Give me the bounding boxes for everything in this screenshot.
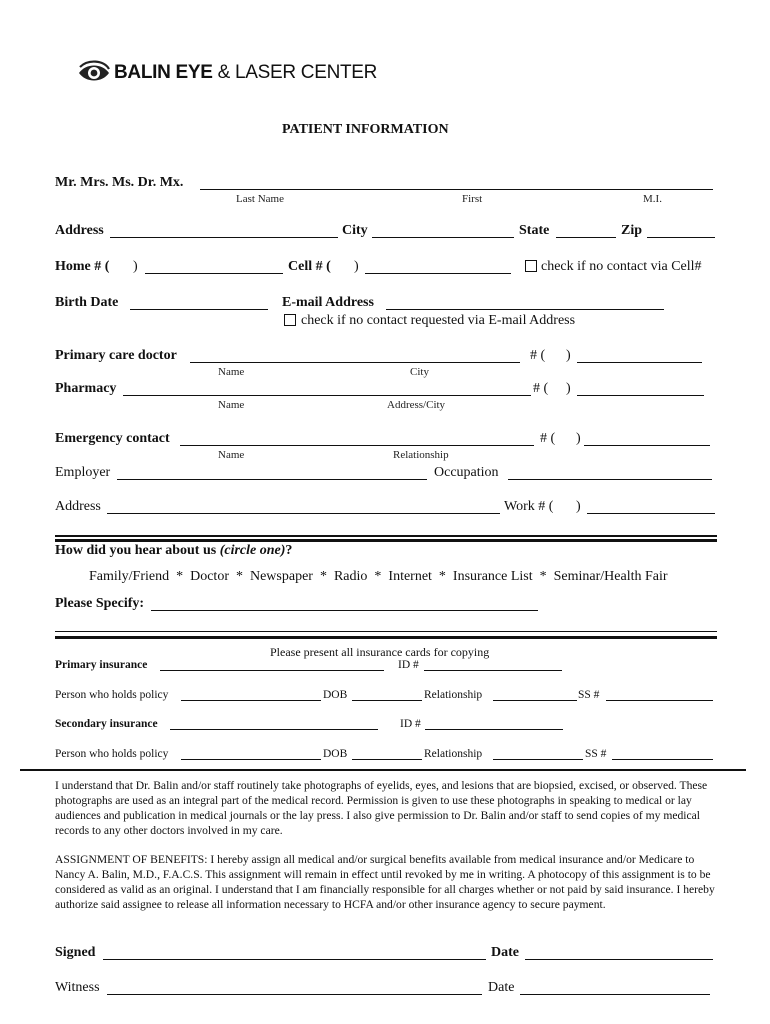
pcp-phone-close: ) — [566, 348, 571, 363]
page-title: PATIENT INFORMATION — [282, 122, 449, 137]
date-field[interactable] — [525, 959, 713, 960]
work-phone-field[interactable] — [587, 513, 715, 514]
hear-about-question — [55, 543, 292, 559]
work-phone-close: ) — [576, 499, 581, 514]
pharmacy-phone-label: # ( — [533, 381, 549, 396]
policy-holder-2-label: Person who holds policy — [55, 748, 169, 760]
state-field[interactable] — [556, 237, 616, 238]
pcp-name-caption: Name — [218, 366, 245, 378]
emergency-phone-label: # ( — [540, 431, 556, 446]
ss-field[interactable] — [606, 700, 713, 701]
signed-label: Signed — [55, 945, 96, 960]
pharmacy-field[interactable] — [123, 395, 531, 396]
cell-phone-label: Cell # ( — [288, 259, 331, 274]
brand-name — [114, 62, 377, 84]
name-label: Mr. Mrs. Ms. Dr. Mx. — [55, 175, 184, 190]
emergency-phone-close: ) — [576, 431, 581, 446]
date-label: Date — [491, 945, 519, 960]
hear-about-options[interactable]: Family/Friend * Doctor * Newspaper * Radio * Internet * Insurance List * Seminar/Health Fair — [89, 569, 668, 584]
home-phone-field[interactable] — [145, 273, 283, 274]
birth-date-field[interactable] — [130, 309, 268, 310]
assignment-of-benefits-text: ASSIGNMENT OF BENEFITS: I hereby assign all medical and/or surgical benefits available from medical insurance and/or Medicare to Nancy A. Balin, M.D., F.A.C.S. This assignment will remain in effect until revoked by me in writing. A photocopy of this assignment is to be considered as valid as an original. I understand that I am financially responsible for all charges whether or not paid by said insurance. I hereby authorize said assignee to release all information necessary to HCFA and/or other insurance agency to secure payment. — [55, 853, 715, 911]
insurance-divider — [55, 631, 717, 632]
occupation-field[interactable] — [508, 479, 712, 480]
policy-holder-label: Person who holds policy — [55, 689, 169, 701]
relationship-2-field[interactable] — [493, 759, 583, 760]
ss-2-label: SS # — [585, 748, 607, 760]
pcp-phone-field[interactable] — [577, 362, 702, 363]
employer-label: Employer — [55, 465, 111, 480]
section-divider-2 — [55, 539, 717, 542]
cell-checkbox[interactable] — [525, 260, 537, 272]
dob-field[interactable] — [352, 700, 422, 701]
dob-label: DOB — [323, 689, 348, 701]
brand-rest: & LASER CENTER — [212, 62, 378, 83]
pcp-field[interactable] — [190, 362, 520, 363]
pcp-city-caption: City — [410, 366, 429, 378]
state-label: State — [519, 223, 550, 238]
primary-id-field[interactable] — [424, 670, 562, 671]
pharmacy-name-caption: Name — [218, 399, 245, 411]
dob-2-label: DOB — [323, 748, 348, 760]
date-2-label: Date — [488, 980, 515, 995]
date-2-field[interactable] — [520, 994, 710, 995]
cell-phone-close: ) — [354, 259, 359, 274]
name-field[interactable] — [200, 189, 713, 190]
pharmacy-phone-close: ) — [566, 381, 571, 396]
insurance-divider-2 — [55, 636, 717, 639]
policy-holder-2-field[interactable] — [181, 759, 321, 760]
hear-about-hint: (circle one) — [219, 543, 286, 558]
ss-2-field[interactable] — [612, 759, 713, 760]
photo-consent-text: I understand that Dr. Balin and/or staff routinely take photographs of eyelids, eyes, and lesions that are biopsied, excised, or observed. These photographs are used as an integral part of the medical record. Permission is given to use these photographs in speaking to medical or lay audiences and publication in medical journals or the lay press. I also give permission to Dr. Balin and/or staff to send copies of my medical records to any other doctors involved in my care. — [55, 779, 708, 837]
email-field[interactable] — [386, 309, 664, 310]
address-label: Address — [55, 223, 104, 238]
zip-label: Zip — [621, 223, 643, 238]
eye-icon — [78, 60, 110, 86]
signature-field[interactable] — [103, 959, 486, 960]
specify-field[interactable] — [151, 610, 538, 611]
occupation-label: Occupation — [434, 465, 499, 480]
address-field[interactable] — [110, 237, 338, 238]
emergency-relationship-caption: Relationship — [393, 449, 449, 461]
emergency-label: Emergency contact — [55, 431, 170, 446]
primary-insurance-field[interactable] — [160, 670, 384, 671]
relationship-label: Relationship — [424, 689, 483, 701]
first-name-caption: First — [462, 193, 483, 205]
email-checkbox-label: check if no contact requested via E-mail Address — [301, 313, 576, 328]
emergency-name-caption: Name — [218, 449, 245, 461]
primary-insurance-label: Primary insurance — [55, 659, 148, 671]
city-field[interactable] — [372, 237, 514, 238]
ss-label: SS # — [578, 689, 600, 701]
last-name-caption: Last Name — [236, 193, 284, 205]
pharmacy-phone-field[interactable] — [577, 395, 704, 396]
email-label: E-mail Address — [282, 295, 374, 310]
cell-checkbox-label: check if no contact via Cell# — [541, 259, 702, 274]
emergency-phone-field[interactable] — [584, 445, 710, 446]
hear-about-qmark: ? — [285, 543, 293, 558]
pcp-phone-label: # ( — [530, 348, 546, 363]
email-checkbox[interactable] — [284, 314, 296, 326]
employer-field[interactable] — [117, 479, 427, 480]
cell-phone-field[interactable] — [365, 273, 511, 274]
consent-divider — [20, 769, 746, 771]
relationship-2-label: Relationship — [424, 748, 483, 760]
policy-holder-field[interactable] — [181, 700, 321, 701]
secondary-insurance-label: Secondary insurance — [55, 718, 158, 730]
hear-about-label: How did you hear about us — [55, 543, 220, 558]
work-address-label: Address — [55, 499, 101, 514]
home-phone-close: ) — [133, 259, 138, 274]
pcp-label: Primary care doctor — [55, 348, 177, 363]
zip-field[interactable] — [647, 237, 715, 238]
witness-field[interactable] — [107, 994, 482, 995]
section-divider — [55, 535, 717, 537]
insurance-note: Please present all insurance cards for copying — [270, 645, 490, 659]
pharmacy-label: Pharmacy — [55, 381, 117, 396]
emergency-field[interactable] — [180, 445, 534, 446]
specify-label: Please Specify: — [55, 596, 145, 611]
secondary-id-field[interactable] — [425, 729, 563, 730]
dob-2-field[interactable] — [352, 759, 422, 760]
work-phone-label: Work # ( — [504, 499, 554, 514]
secondary-insurance-field[interactable] — [170, 729, 378, 730]
secondary-id-label: ID # — [400, 718, 421, 730]
work-address-field[interactable] — [107, 513, 500, 514]
birth-date-label: Birth Date — [55, 295, 119, 310]
home-phone-label: Home # ( — [55, 259, 110, 274]
pharmacy-address-caption: Address/City — [387, 399, 446, 411]
brand-bold: BALIN EYE — [114, 62, 213, 83]
mi-caption: M.I. — [643, 193, 662, 205]
witness-label: Witness — [55, 980, 100, 995]
city-label: City — [342, 223, 368, 238]
primary-id-label: ID # — [398, 659, 419, 671]
relationship-field[interactable] — [493, 700, 577, 701]
logo — [78, 60, 377, 86]
